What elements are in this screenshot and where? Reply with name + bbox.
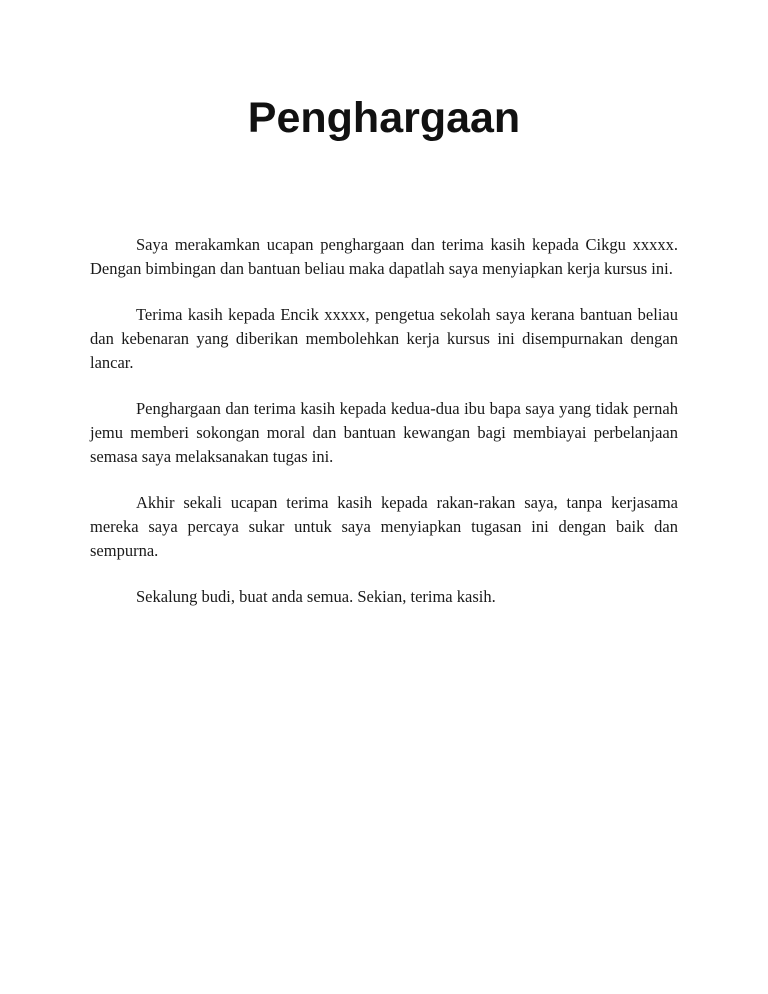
paragraph-2: Terima kasih kepada Encik xxxxx, pengetua sekolah saya kerana bantuan beliau dan kebenaran yang diberikan membolehkan kerja kursus ini disempurnakan dengan lancar. xyxy=(90,305,678,372)
paragraph-5: Sekalung budi, buat anda semua. Sekian, terima kasih. xyxy=(136,587,496,606)
paragraph-3: Penghargaan dan terima kasih kepada kedua-dua ibu bapa saya yang tidak pernah jemu memberi sokongan moral dan bantuan kewangan bagi membiayai perbelanjaan semasa saya melaksanakan tugas ini. xyxy=(90,399,678,466)
paragraph-4: Akhir sekali ucapan terima kasih kepada rakan-rakan saya, tanpa kerjasama mereka saya percaya sukar untuk saya menyiapkan tugasan ini dengan baik dan sempurna. xyxy=(90,493,678,560)
page-title: Penghargaan xyxy=(247,94,521,142)
document-body xyxy=(90,233,678,631)
paragraph-1: Saya merakamkan ucapan penghargaan dan terima kasih kepada Cikgu xxxxx. Dengan bimbingan dan bantuan beliau maka dapatlah saya menyiapkan kerja kursus ini. xyxy=(90,235,678,278)
